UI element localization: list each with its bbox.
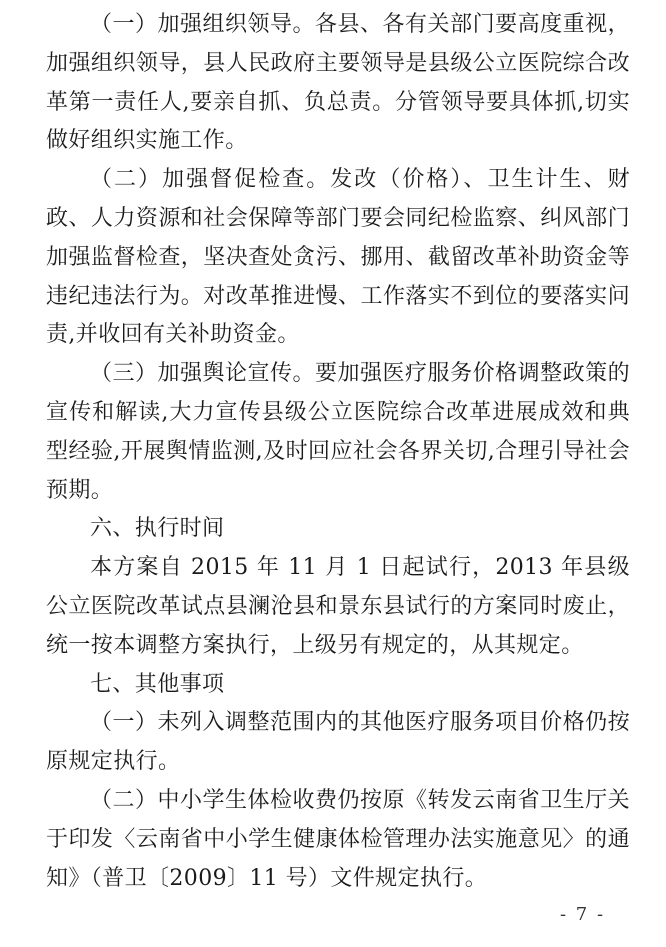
page-number: - 7 - <box>560 904 606 925</box>
paragraph-other-items: （一）未列入调整范围内的其他医疗服务项目价格仍按原规定执行。 <box>46 710 630 775</box>
paragraph-student-checkup: （二）中小学生体检收费仍按原《转发云南省卫生厅关于印发〈云南省中小学生健康体检管理办法实施意见〉的通知》（普卫〔2009〕11 号）文件规定执行。 <box>46 787 630 891</box>
section-heading-other-matters: 七、其他事项 <box>90 671 225 697</box>
paragraph-public-opinion: （三）加强舆论宣传。要加强医疗服务价格调整政策的宣传和解读,大力宣传县级公立医院综合改革进展成效和典型经验,开展舆情监测,及时回应社会各界关切,合理引导社会预期。 <box>46 361 630 503</box>
paragraph-supervision-inspection: （二）加强督促检查。发改（价格）、卫生计生、财政、人力资源和社会保障等部门要会同纪检监察、纠风部门加强监督检查，坚决查处贪污、挪用、截留改革补助资金等违纪违法行为。对改革推进慢、工作落实不到位的要落实问责,并收回有关补助资金。 <box>46 167 630 348</box>
paragraph-effective-date: 本方案自 2015 年 11 月 1 日起试行，2013 年县级公立医院改革试点县澜沧县和景东县试行的方案同时废止，统一按本调整方案执行，上级另有规定的，从其规定。 <box>46 555 630 658</box>
paragraph-organization-leadership: （一）加强组织领导。各县、各有关部门要高度重视，加强组织领导，县人民政府主要领导是县级公立医院综合改革第一责任人,要亲自抓、负总责。分管领导要具体抓,切实做好组织实施工作。 <box>46 12 630 154</box>
section-heading-effective-date: 六、执行时间 <box>90 516 225 542</box>
document-body <box>46 6 630 898</box>
